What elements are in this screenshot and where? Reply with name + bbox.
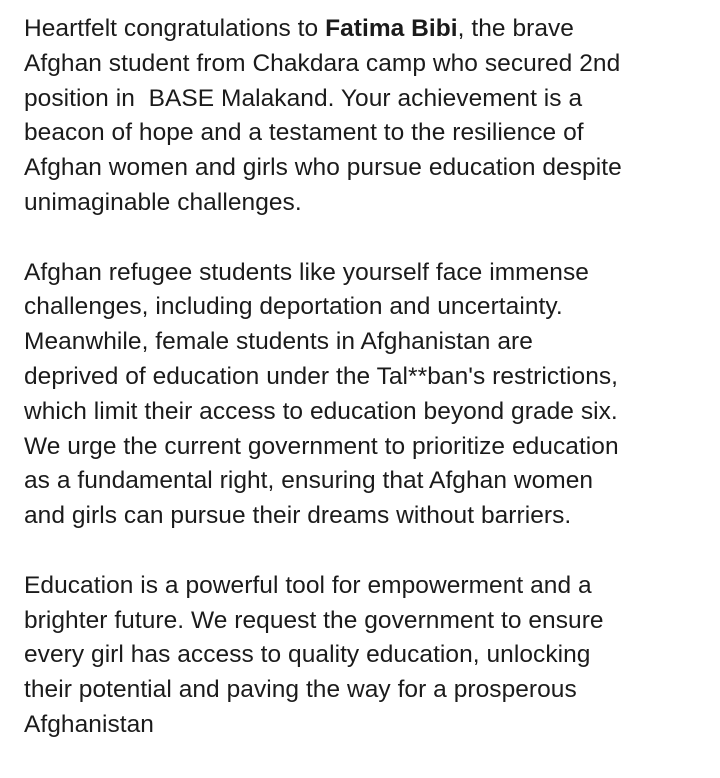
text-line: position in BASE Malakand. Your achievement is a bbox=[24, 84, 583, 112]
text-line: brighter future. We request the government to ensure bbox=[24, 606, 604, 634]
text-line: Afghan student from Chakdara camp who secured 2nd bbox=[24, 49, 621, 77]
text-line: Afghan women and girls who pursue education despite bbox=[24, 154, 622, 182]
text-line: We urge the current government to prioritize education bbox=[24, 432, 619, 460]
text-line: as a fundamental right, ensuring that Afghan women bbox=[24, 467, 594, 495]
text-line: and girls can pursue their dreams without barriers. bbox=[24, 502, 572, 530]
text-line: their potential and paving the way for a prosperous bbox=[24, 676, 577, 704]
text-line: deprived of education under the Tal**ban's restrictions, bbox=[24, 362, 619, 390]
text-line: every girl has access to quality education, unlocking bbox=[24, 641, 591, 669]
text-line: unimaginable challenges. bbox=[24, 188, 302, 216]
student-name: Fatima Bibi bbox=[325, 15, 458, 42]
paragraph-congratulations bbox=[24, 12, 704, 221]
text-line: Afghan refugee students like yourself face immense bbox=[24, 258, 589, 286]
text-line: Meanwhile, female students in Afghanistan are bbox=[24, 328, 533, 356]
text-line: Education is a powerful tool for empowerment and a bbox=[24, 571, 592, 599]
text-line: which limit their access to education beyond grade six. bbox=[24, 397, 618, 425]
line-text: , the brave bbox=[457, 15, 574, 42]
text-line: Afghanistan bbox=[24, 710, 154, 738]
line-text: Heartfelt congratulations to bbox=[24, 15, 326, 42]
text-line: challenges, including deportation and uncertainty. bbox=[24, 293, 563, 321]
paragraph-education bbox=[24, 569, 704, 743]
paragraph-challenges bbox=[24, 256, 704, 534]
post-body bbox=[24, 12, 704, 778]
text-line: beacon of hope and a testament to the resilience of bbox=[24, 119, 584, 147]
text-line bbox=[24, 12, 704, 47]
